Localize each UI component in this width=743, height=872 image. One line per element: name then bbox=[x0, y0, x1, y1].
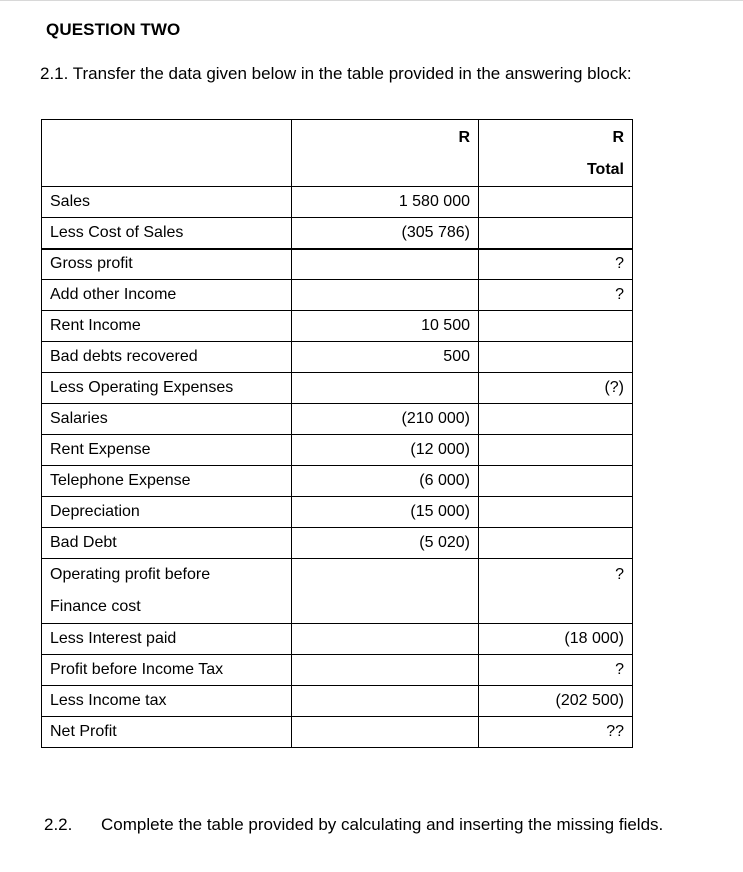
row-label: Less Operating Expenses bbox=[42, 373, 292, 404]
header-total-cell bbox=[479, 120, 633, 187]
row-label-continued: Finance cost bbox=[50, 598, 141, 615]
row-r-value: (12 000) bbox=[292, 435, 479, 466]
row-total-value: (202 500) bbox=[479, 686, 633, 717]
row-total-value bbox=[479, 497, 633, 528]
row-label: Less Interest paid bbox=[42, 624, 292, 655]
row-total-value bbox=[479, 435, 633, 466]
row-label: Profit before Income Tax bbox=[42, 655, 292, 686]
row-r-value bbox=[292, 373, 479, 404]
row-total-value: (?) bbox=[479, 373, 633, 404]
row-total-value bbox=[479, 404, 633, 435]
row-label: Salaries bbox=[42, 404, 292, 435]
row-r-value: (305 786) bbox=[292, 218, 479, 249]
row-label: Add other Income bbox=[42, 280, 292, 311]
row-total-value: ? bbox=[479, 249, 633, 280]
row-r-value: 500 bbox=[292, 342, 479, 373]
row-total-value bbox=[479, 528, 633, 559]
row-label: Net Profit bbox=[42, 717, 292, 748]
row-r-value: 1 580 000 bbox=[292, 187, 479, 218]
instruction-2-1: 2.1. Transfer the data given below in the table provided in the answering block: bbox=[40, 64, 632, 83]
header-total-label: Total bbox=[586, 161, 624, 178]
row-label: Gross profit bbox=[42, 249, 292, 280]
income-statement-table bbox=[41, 119, 633, 748]
row-r-value: (210 000) bbox=[292, 404, 479, 435]
table-header-row bbox=[42, 120, 633, 187]
row-label: Bad debts recovered bbox=[42, 342, 292, 373]
row-total-value bbox=[479, 218, 633, 249]
row-label: Sales bbox=[42, 187, 292, 218]
table-row-other-income bbox=[42, 280, 633, 311]
row-r-value: (6 000) bbox=[292, 466, 479, 497]
row-total-value: ? bbox=[479, 280, 633, 311]
row-r-value: 10 500 bbox=[292, 311, 479, 342]
table-row-telephone-expense bbox=[42, 466, 633, 497]
header-total-currency: R bbox=[612, 129, 624, 146]
row-r-value bbox=[292, 655, 479, 686]
table-row-operating-profit bbox=[42, 559, 633, 624]
row-label: Depreciation bbox=[42, 497, 292, 528]
table-row-net-profit bbox=[42, 717, 633, 748]
table-row-bad-debts-recovered bbox=[42, 342, 633, 373]
table-row-salaries bbox=[42, 404, 633, 435]
question-heading: QUESTION TWO bbox=[46, 20, 181, 39]
table-row-gross-profit bbox=[42, 249, 633, 280]
row-total-value: ?? bbox=[479, 717, 633, 748]
table-row-rent-income bbox=[42, 311, 633, 342]
table-row-rent-expense bbox=[42, 435, 633, 466]
table-row-profit-before-tax bbox=[42, 655, 633, 686]
table-row-sales bbox=[42, 187, 633, 218]
row-total-value bbox=[479, 466, 633, 497]
row-label-cell bbox=[42, 559, 292, 624]
row-label: Operating profit before bbox=[50, 566, 211, 583]
header-r-cell bbox=[292, 120, 479, 187]
row-total-value: ? bbox=[479, 559, 633, 624]
row-total-value: ? bbox=[479, 655, 633, 686]
row-r-value: (5 020) bbox=[292, 528, 479, 559]
row-total-value: (18 000) bbox=[479, 624, 633, 655]
row-total-value bbox=[479, 342, 633, 373]
row-label: Rent Expense bbox=[42, 435, 292, 466]
table-row-income-tax bbox=[42, 686, 633, 717]
row-r-value bbox=[292, 686, 479, 717]
row-r-value bbox=[292, 559, 479, 624]
table-row-interest-paid bbox=[42, 624, 633, 655]
row-label: Bad Debt bbox=[42, 528, 292, 559]
question-2-2 bbox=[44, 815, 663, 835]
table-row-operating-expenses bbox=[42, 373, 633, 404]
header-r-label: R bbox=[458, 129, 470, 146]
row-label: Rent Income bbox=[42, 311, 292, 342]
question-2-2-number: 2.2. bbox=[44, 815, 73, 834]
row-total-value bbox=[479, 311, 633, 342]
row-r-value bbox=[292, 717, 479, 748]
table-row-bad-debt bbox=[42, 528, 633, 559]
table-row-depreciation bbox=[42, 497, 633, 528]
top-divider bbox=[0, 0, 743, 1]
row-label: Less Cost of Sales bbox=[42, 218, 292, 249]
row-label: Less Income tax bbox=[42, 686, 292, 717]
row-r-value bbox=[292, 249, 479, 280]
question-2-2-text: Complete the table provided by calculating and inserting the missing fields. bbox=[101, 815, 664, 834]
row-r-value: (15 000) bbox=[292, 497, 479, 528]
row-r-value bbox=[292, 624, 479, 655]
header-description-cell bbox=[42, 120, 292, 187]
row-total-value bbox=[479, 187, 633, 218]
table-row-cost-of-sales bbox=[42, 218, 633, 249]
row-label: Telephone Expense bbox=[42, 466, 292, 497]
row-r-value bbox=[292, 280, 479, 311]
